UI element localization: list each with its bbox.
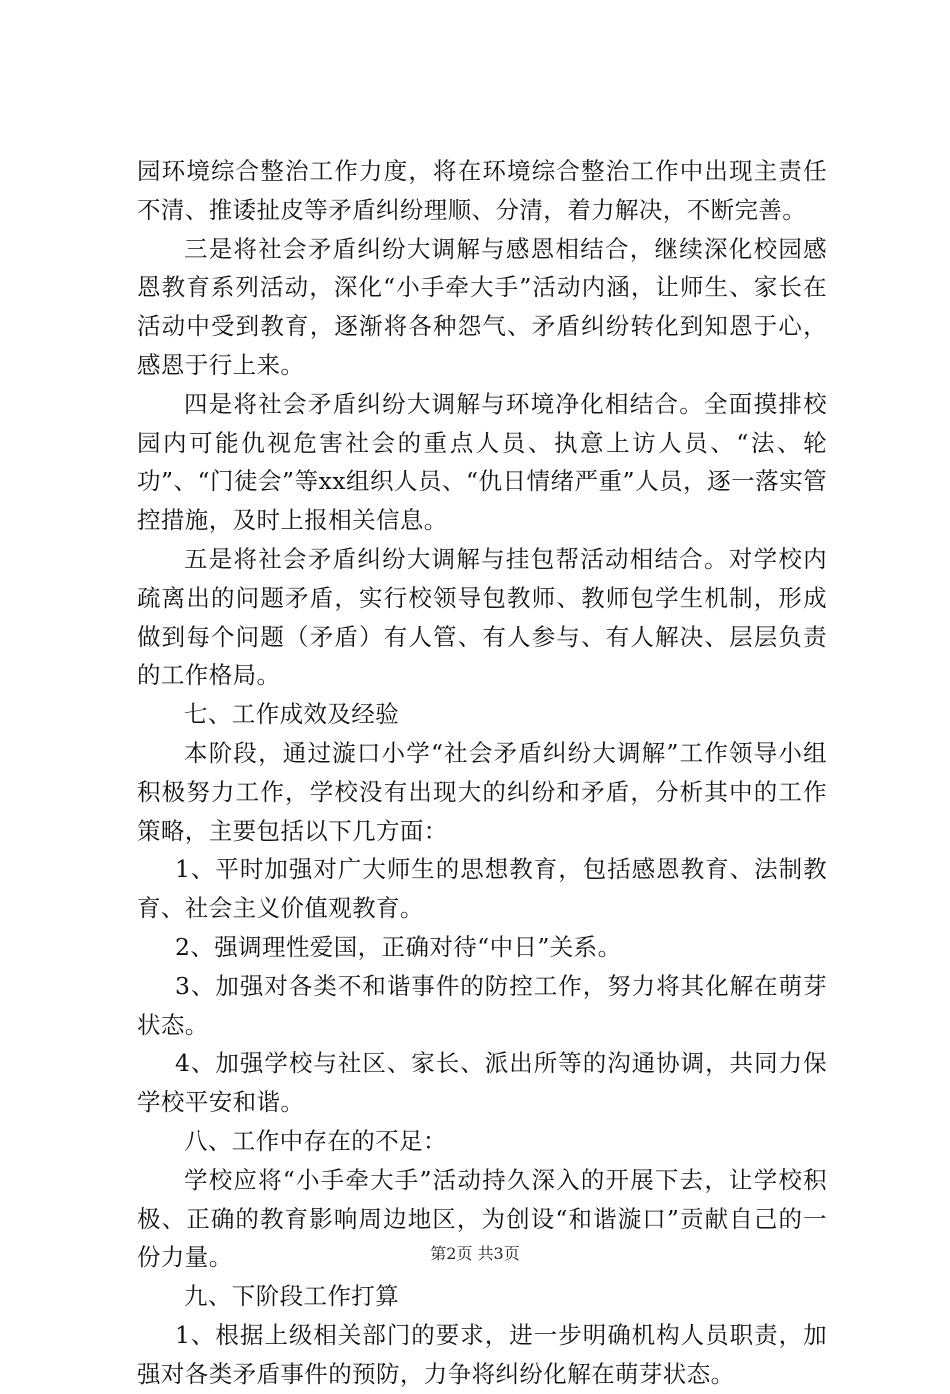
paragraph-2: 三是将社会矛盾纠纷大调解与感恩相结合，继续深化校园感恩教育系列活动，深化“小手牵大手”活动内涵，让师生、家长在活动中受到教育，逐渐将各种怨气、矛盾纠纷转化到知恩于心，感恩于行上来。: [137, 234, 827, 379]
list-item-4: 4、加强学校与社区、家长、派出所等的沟通协调，共同力保学校平安和谐。: [137, 1049, 827, 1117]
page-footer: 第2页 共3页: [430, 1244, 520, 1263]
section-heading-8: 八、工作中存在的不足：: [184, 1126, 447, 1155]
paragraph-3: 四是将社会矛盾纠纷大调解与环境净化相结合。全面摸排校园内可能仇视危害社会的重点人员、执意上访人员、“法、轮功”、“门徒会”等xx组织人员、“仇日情绪严重”人员，逐一落实管控措施，及时上报相关信息。: [137, 389, 827, 535]
section-heading-7: 七、工作成效及经验: [184, 700, 400, 729]
section-heading-9: 九、下阶段工作打算: [184, 1282, 400, 1311]
list-item-1: 1、平时加强对广大师生的思想教育，包括感恩教育、法制教育、社会主义价值观教育。: [137, 855, 827, 923]
paragraph-5: 本阶段，通过漩口小学“社会矛盾纠纷大调解”工作领导小组积极努力工作，学校没有出现大的纠纷和矛盾，分析其中的工作策略，主要包括以下几方面：: [137, 738, 827, 845]
paragraph-4: 五是将社会矛盾纠纷大调解与挂包帮活动相结合。对学校内疏离出的问题矛盾，实行校领导包教师、教师包学生机制，形成做到每个问题（矛盾）有人管、有人参与、有人解决、层层负责的工作格局。: [137, 544, 827, 690]
list-item-2: 2、强调理性爱国，正确对待“中日”关系。: [175, 932, 622, 961]
list-item-3: 3、加强对各类不和谐事件的防控工作，努力将其化解在萌芽状态。: [137, 971, 827, 1039]
document-body: [137, 152, 827, 1394]
paragraph-1: 园环境综合整治工作力度，将在环境综合整治工作中出现主责任不清、推诿扯皮等矛盾纠纷理顺、分清，着力解决，不断完善。: [137, 157, 827, 224]
list-item-5: 1、根据上级相关部门的要求，进一步明确机构人员职责，加强对各类矛盾事件的预防，力争将纠纷化解在萌芽状态。: [137, 1320, 827, 1388]
paragraph-6: 学校应将“小手牵大手”活动持久深入的开展下去，让学校积极、正确的教育影响周边地区，为创设“和谐漩口”贡献自己的一份力量。: [137, 1165, 827, 1272]
